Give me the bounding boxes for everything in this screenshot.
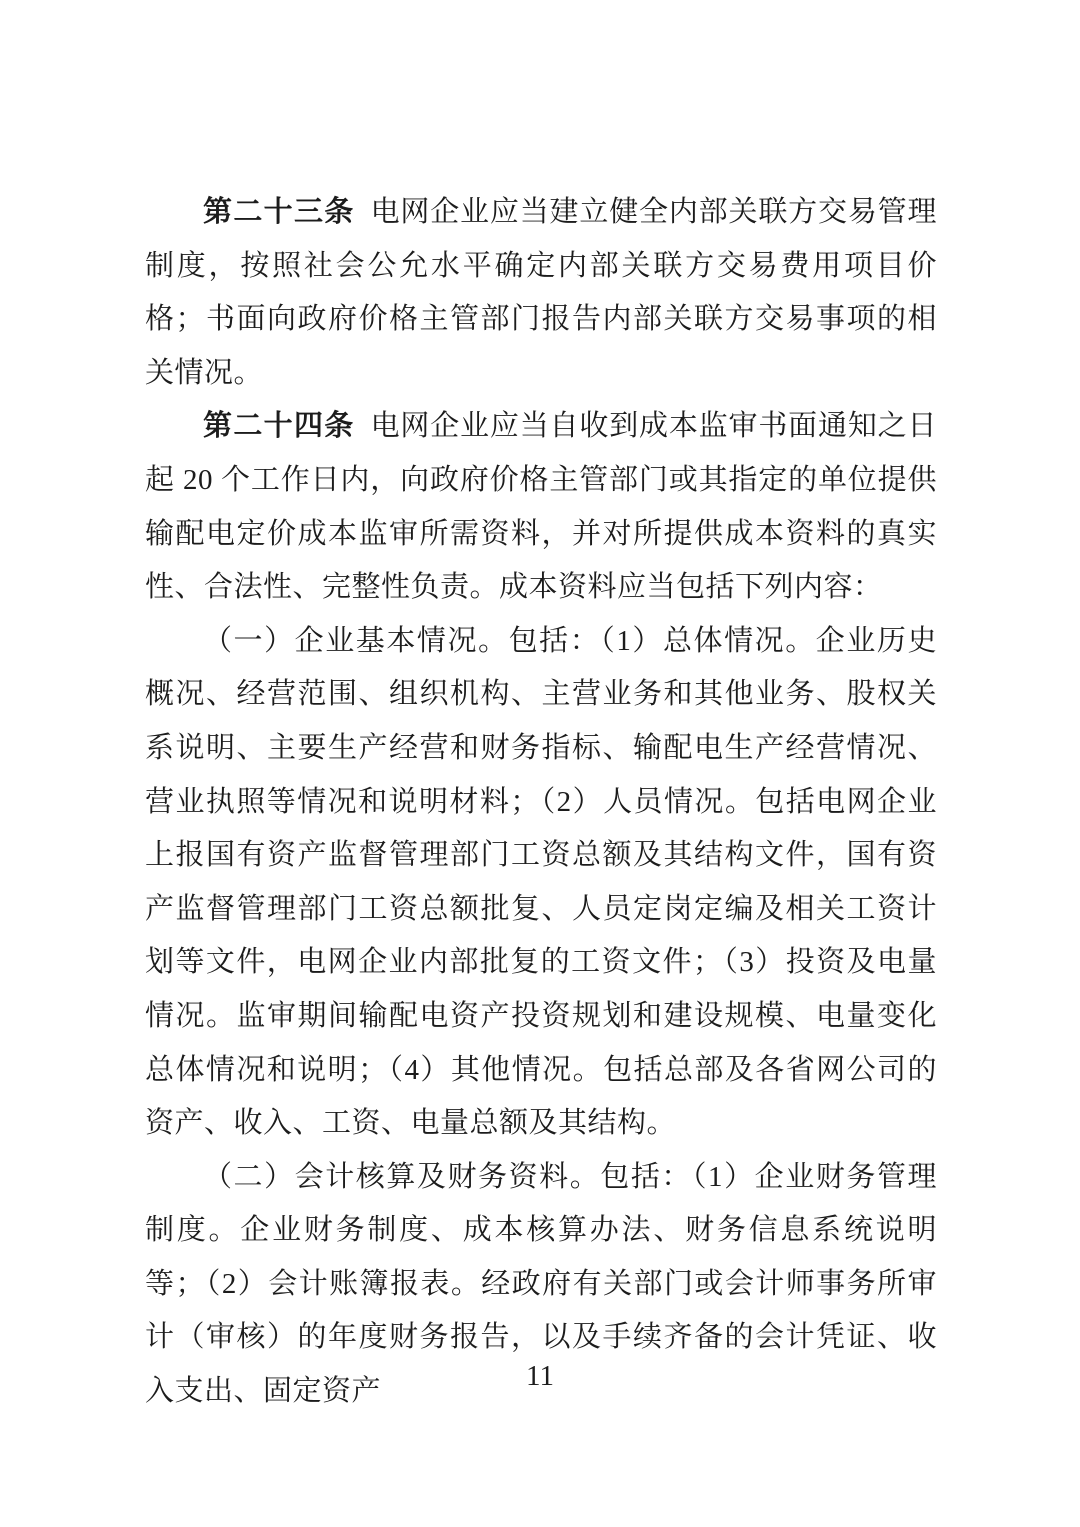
item-2-text: （二）会计核算及财务资料。包括：（1）企业财务管理制度。企业财务制度、成本核算办法、财务信息系统说明等；（2）会计账簿报表。经政府有关部门或会计师事务所审计（审核）的年度财务报告，以及手续齐备的会计凭证、收入支出、固定资产: [145, 1160, 937, 1408]
article-24-paragraph: [145, 400, 937, 614]
article-23-text: 电网企业应当建立健全内部关联方交易管理制度，按照社会公允水平确定内部关联方交易费用项目价格；书面向政府价格主管部门报告内部关联方交易事项的相关情况。: [145, 196, 937, 389]
article-24-text: 电网企业应当自收到成本监审书面通知之日起 20 个工作日内，向政府价格主管部门或其指定的单位提供输配电定价成本监审所需资料，并对所提供成本资料的真实性、合法性、完整性负责。成本资料应当包括下列内容：: [145, 410, 937, 604]
article-24-number: 第二十四条: [203, 410, 355, 443]
article-23-paragraph: [145, 186, 937, 400]
item-1-text: （一）企业基本情况。包括：（1）总体情况。企业历史概况、经营范围、组织机构、主营业务和其他业务、股权关系说明、主要生产经营和财务指标、输配电生产经营情况、营业执照等情况和说明材料；（2）人员情况。包括电网企业上报国有资产监督管理部门工资总额及其结构文件，国有资产监督管理部门工资总额批复、人员定岗定编及相关工资计划等文件，电网企业内部批复的工资文件；（3）投资及电量情况。监审期间输配电资产投资规划和建设规模、电量变化总体情况和说明；（4）其他情况。包括总部及各省网公司的资产、收入、工资、电量总额及其结构。: [145, 624, 937, 1140]
document-body: [145, 186, 937, 1419]
item-1-paragraph: [145, 615, 937, 1151]
page-number: 11: [526, 1360, 554, 1392]
article-23-number: 第二十三条: [203, 196, 355, 228]
